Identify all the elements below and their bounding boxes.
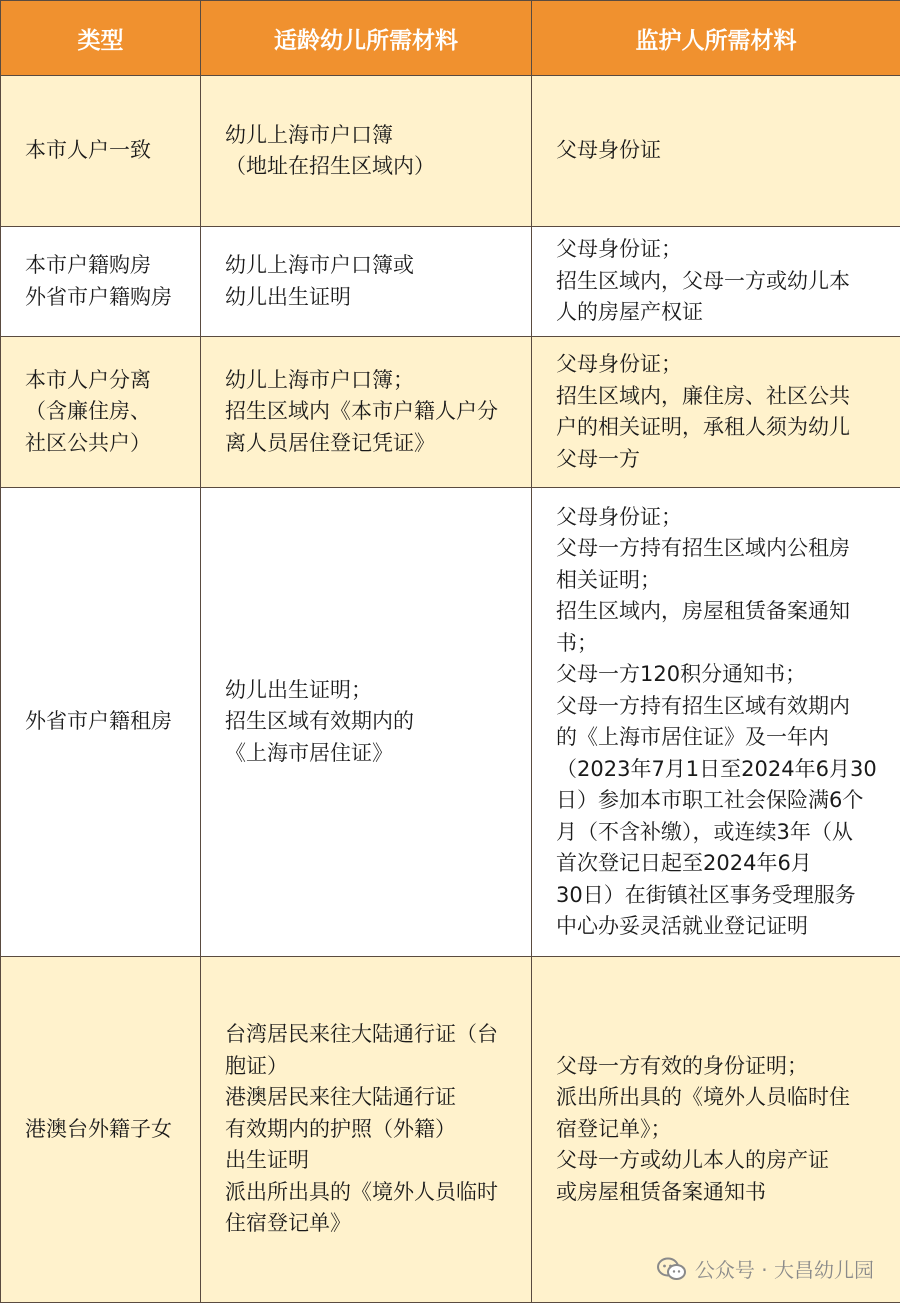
row-guardian-materials-cell xyxy=(532,337,900,488)
cell-line: 父母身份证； xyxy=(556,502,888,534)
cell-line: 宿登记单》； xyxy=(556,1114,888,1146)
cell-line: 幼儿出生证明； xyxy=(225,675,519,707)
cell-line: 招生区域内《本市户籍人户分 xyxy=(225,396,519,428)
cell-line: 港澳居民来往大陆通行证 xyxy=(225,1082,519,1114)
cell-line: 相关证明； xyxy=(556,565,888,597)
row-child-materials-cell xyxy=(201,337,532,488)
cell-line: 的《上海市居住证》及一年内 xyxy=(556,722,888,754)
cell-line: 胞证） xyxy=(225,1051,519,1083)
row-type-cell xyxy=(1,488,201,957)
cell-line: 父母一方持有招生区域有效期内 xyxy=(556,691,888,723)
cell-line: 父母一方 xyxy=(556,444,888,476)
cell-line: 父母一方持有招生区域内公租房 xyxy=(556,533,888,565)
cell-line: （2023年7月1日至2024年6月30 xyxy=(556,754,888,786)
row-type-cell xyxy=(1,227,201,337)
cell-line: 父母一方120积分通知书； xyxy=(556,659,888,691)
cell-line: 幼儿上海市户口簿 xyxy=(225,120,519,152)
cell-line: 派出所出具的《境外人员临时 xyxy=(225,1177,519,1209)
cell-line: 父母身份证； xyxy=(556,234,888,266)
table-header-row xyxy=(1,1,900,76)
cell-line: 招生区域有效期内的 xyxy=(225,706,519,738)
cell-line: 幼儿上海市户口簿； xyxy=(225,365,519,397)
cell-line: 招生区域内，父母一方或幼儿本 xyxy=(556,266,888,298)
table-row xyxy=(1,76,900,227)
table-row xyxy=(1,957,900,1303)
row-child-materials-cell xyxy=(201,957,532,1303)
cell-line: 幼儿出生证明 xyxy=(225,282,519,314)
cell-line: 父母一方有效的身份证明； xyxy=(556,1051,888,1083)
cell-line: 派出所出具的《境外人员临时住 xyxy=(556,1082,888,1114)
header-child-materials: 适龄幼儿所需材料 xyxy=(201,1,532,76)
cell-line: 月（不含补缴），或连续3年（从 xyxy=(556,817,888,849)
cell-line: 户的相关证明，承租人须为幼儿 xyxy=(556,412,888,444)
cell-line: 外省市户籍租房 xyxy=(25,706,188,738)
cell-line: 父母一方或幼儿本人的房产证 xyxy=(556,1145,888,1177)
watermark xyxy=(657,1254,874,1283)
wechat-icon xyxy=(657,1257,687,1281)
cell-line: （含廉住房、 xyxy=(25,396,188,428)
cell-line: 离人员居住登记凭证》 xyxy=(225,428,519,460)
cell-line: 港澳台外籍子女 xyxy=(25,1114,188,1146)
row-child-materials-cell xyxy=(201,76,532,227)
table-row xyxy=(1,227,900,337)
cell-line: 社区公共户） xyxy=(25,428,188,460)
row-type-cell xyxy=(1,76,201,227)
row-type-cell xyxy=(1,957,201,1303)
cell-line: 《上海市居住证》 xyxy=(225,738,519,770)
cell-line: 外省市户籍购房 xyxy=(25,282,188,314)
row-child-materials-cell xyxy=(201,227,532,337)
cell-line: 人的房屋产权证 xyxy=(556,297,888,329)
cell-line: 父母身份证； xyxy=(556,349,888,381)
row-guardian-materials-cell xyxy=(532,76,900,227)
header-guardian-materials: 监护人所需材料 xyxy=(532,1,900,76)
watermark-text: 公众号 · 大昌幼儿园 xyxy=(695,1254,874,1283)
cell-line: 中心办妥灵活就业登记证明 xyxy=(556,911,888,943)
row-child-materials-cell xyxy=(201,488,532,957)
row-type-cell xyxy=(1,337,201,488)
cell-line: 父母身份证 xyxy=(556,135,888,167)
cell-line: 出生证明 xyxy=(225,1145,519,1177)
cell-line: 招生区域内，廉住房、社区公共 xyxy=(556,381,888,413)
cell-line: 有效期内的护照（外籍） xyxy=(225,1114,519,1146)
cell-line: 招生区域内，房屋租赁备案通知 xyxy=(556,596,888,628)
cell-line: 书； xyxy=(556,628,888,660)
cell-line: 本市户籍购房 xyxy=(25,250,188,282)
cell-line: 本市人户分离 xyxy=(25,365,188,397)
row-guardian-materials-cell xyxy=(532,488,900,957)
cell-line: 台湾居民来往大陆通行证（台 xyxy=(225,1019,519,1051)
cell-line: 本市人户一致 xyxy=(25,135,188,167)
cell-line: 或房屋租赁备案通知书 xyxy=(556,1177,888,1209)
row-guardian-materials-cell xyxy=(532,227,900,337)
cell-line: 住宿登记单》 xyxy=(225,1208,519,1240)
cell-line: 30日）在街镇社区事务受理服务 xyxy=(556,880,888,912)
header-type: 类型 xyxy=(1,1,201,76)
cell-line: （地址在招生区域内） xyxy=(225,151,519,183)
cell-line: 首次登记日起至2024年6月 xyxy=(556,848,888,880)
table-row xyxy=(1,337,900,488)
table-row xyxy=(1,488,900,957)
cell-line: 日）参加本市职工社会保险满6个 xyxy=(556,785,888,817)
cell-line: 幼儿上海市户口簿或 xyxy=(225,250,519,282)
row-guardian-materials-cell xyxy=(532,957,900,1303)
